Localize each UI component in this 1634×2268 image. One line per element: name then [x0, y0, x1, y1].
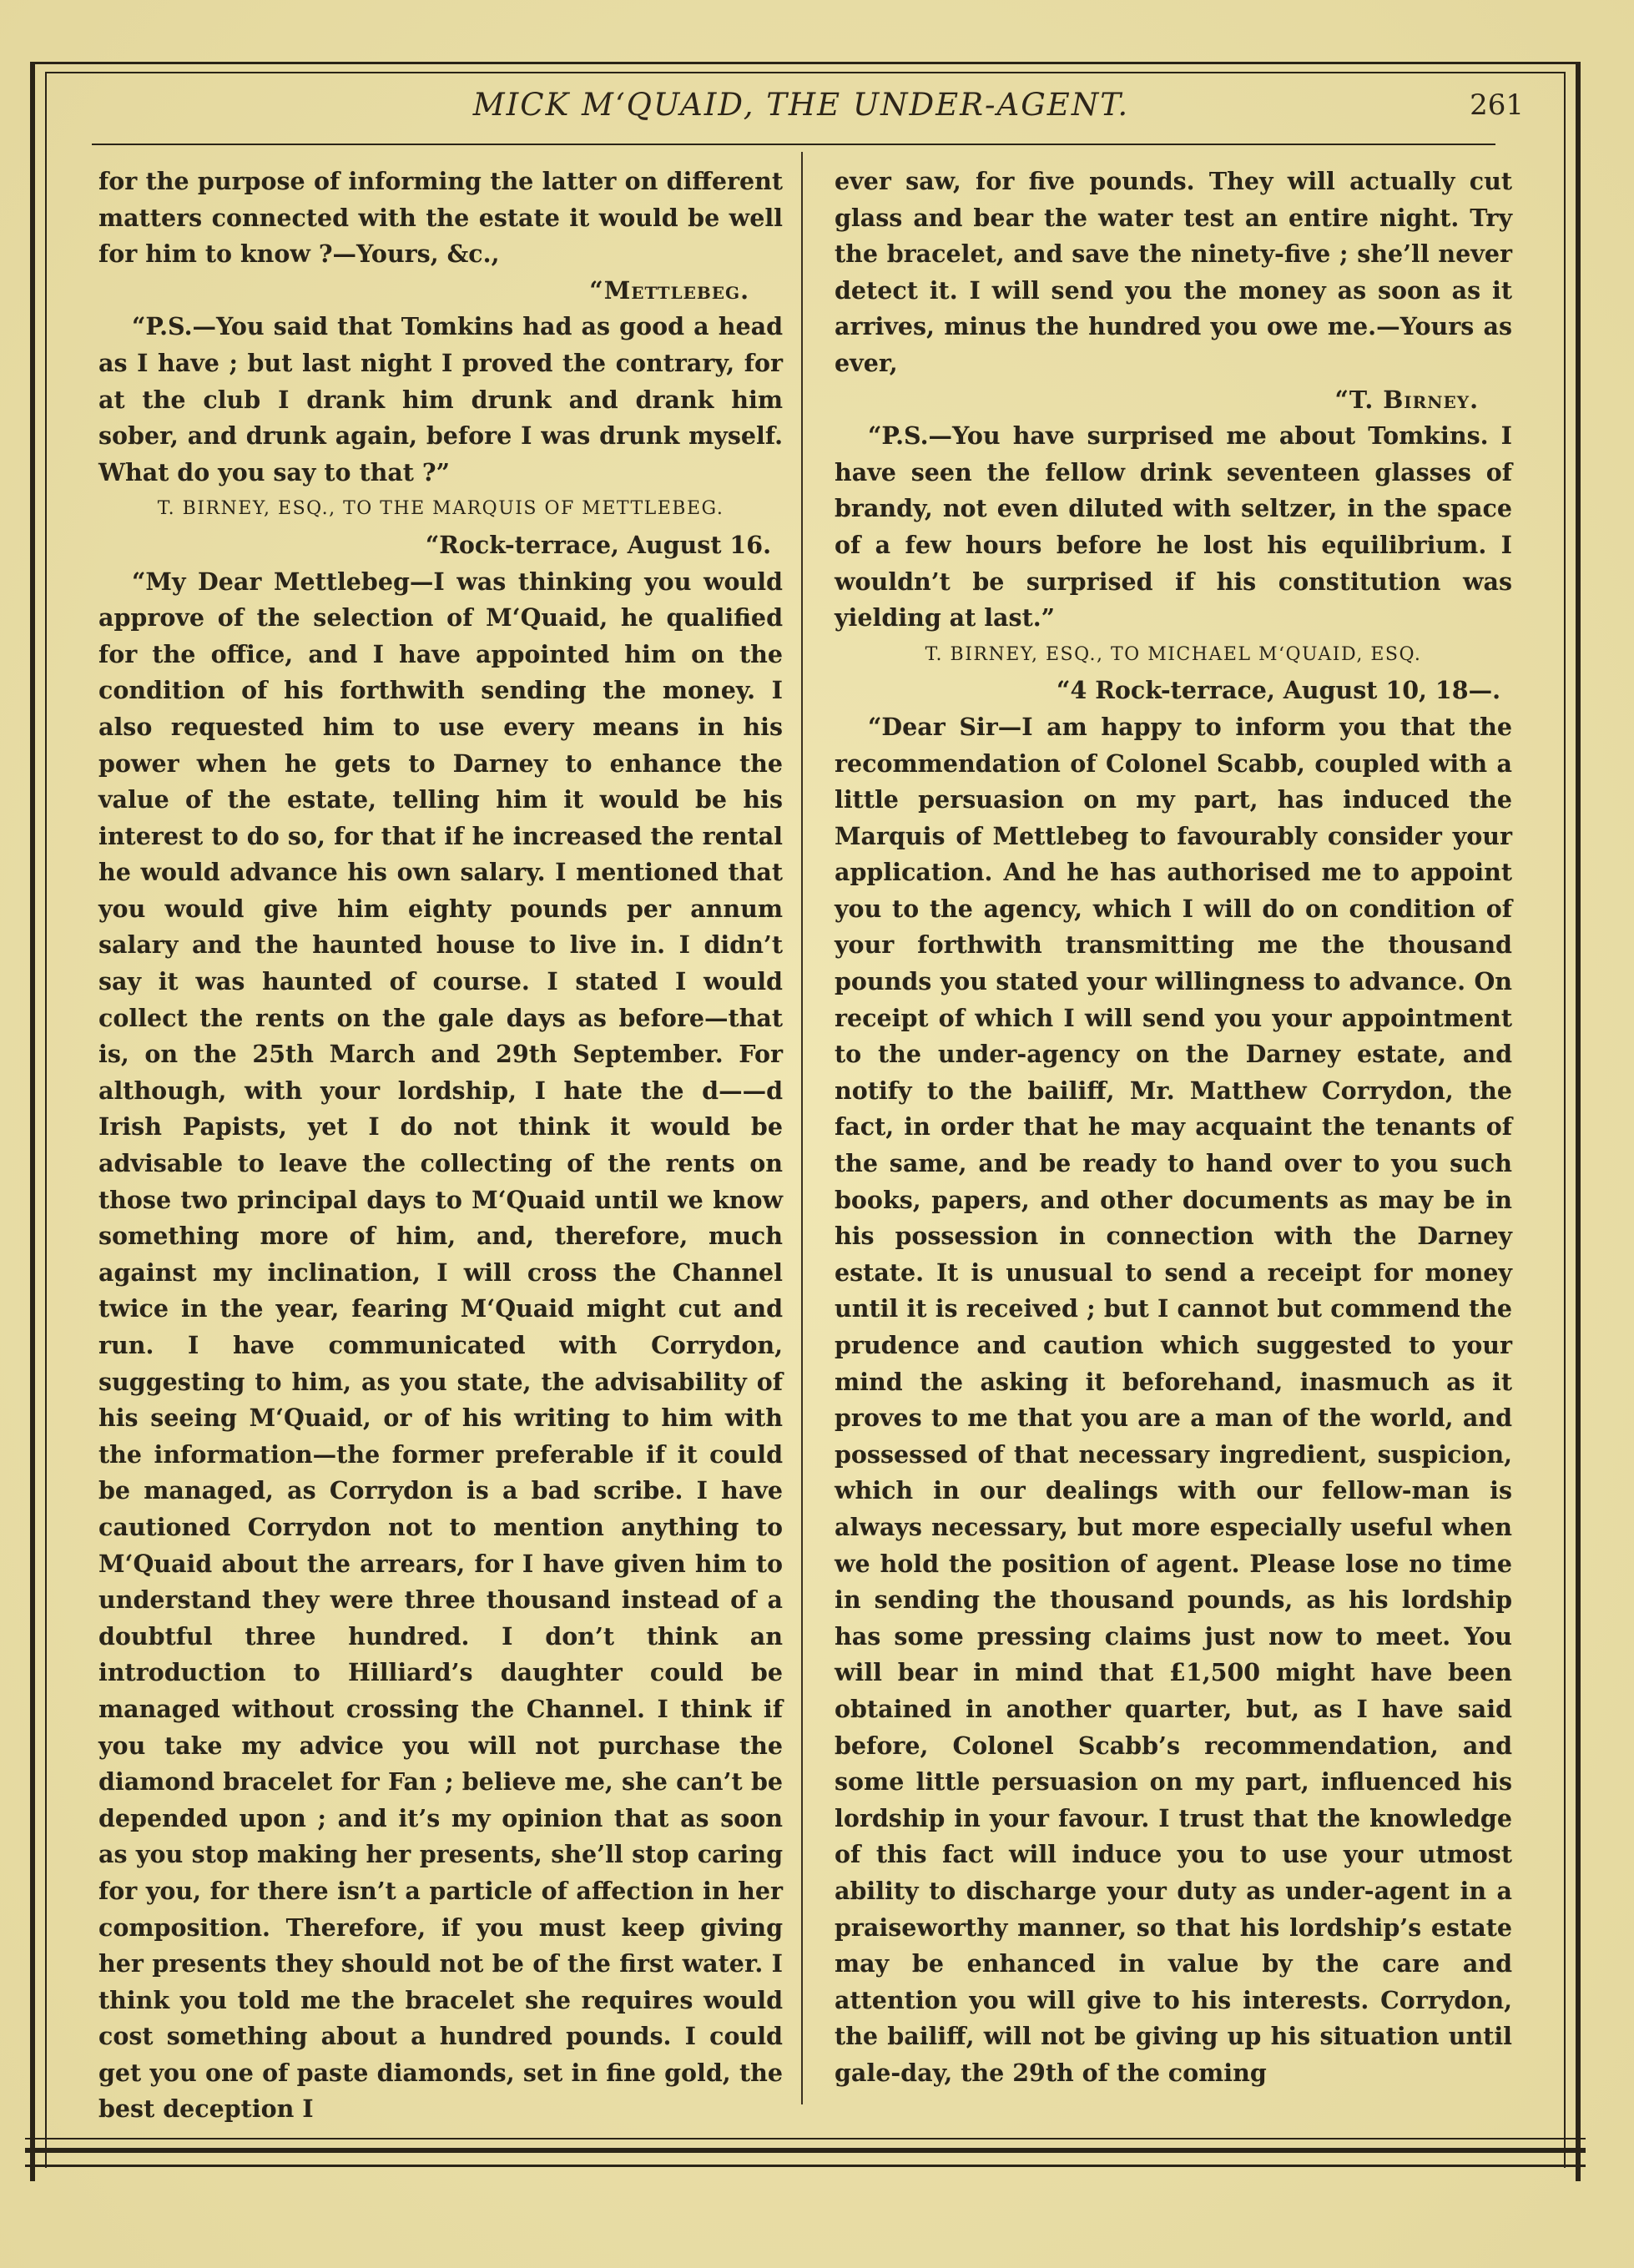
dateline: “Rock-terrace, August 16.	[425, 530, 771, 559]
column-divider	[801, 152, 803, 2104]
right-column	[835, 164, 1512, 2091]
bottom-rule	[25, 2165, 1586, 2167]
signature: “T. Birney.	[1334, 385, 1479, 414]
paragraph: “P.S.—You said that Tomkins had as good a head as I have ; but last night I proved the contrary, for at the club I drank him drunk and drank him sober, and drunk again, before I was drunk myself. What do you say to that ?”	[98, 312, 783, 486]
left-column	[98, 164, 783, 2128]
page-number: 261	[1470, 88, 1524, 122]
page-header	[67, 83, 1536, 137]
paragraph: “Dear Sir—I am happy to inform you that the recommendation of Colonel Scabb, coupled with a little persuasion on my part, has induced the Marquis of Mettlebeg to favourably consider your application. And he has authorised me to appoint you to the agency, which I will do on condition of your forthwith transmitting me the thousand pounds you stated your willingness to advance. On receipt of which I will send you your appointment to the under-agency on the Darney estate, and notify to the bailiff, Mr. Matthew Corrydon, the fact, in order that he may acquaint the tenants of the same, and be ready to hand over to you such books, papers, and other documents as may be in his possession in connection with the Darney estate. It is unusual to send a receipt for money until it is received ; but I cannot but commend the prudence and caution which suggested to your mind the asking it beforehand, inasmuch as it proves to me that you are a man of the world, and possessed of that necessary ingredient, suspicion, which in our dealings with our fellow-man is always necessary, but more especially useful when we hold the position of agent. Please lose no time in sending the thousand pounds, as his lordship has some pressing claims just now to meet. You will bear in mind that £1,500 might have been obtained in another quarter, but, as I have said before, Colonel Scabb’s recommendation, and some little persuasion on my part, influenced his lordship in your favour. I trust that the knowledge of this fact will induce you to use your utmost ability to discharge your duty as under-agent in a praiseworthy manner, so that his lordship’s estate may be enhanced in value by the care and attention you will give to his interests. Corrydon, the bailiff, will not be giving up his situation until gale-day, the 29th of the coming	[835, 712, 1512, 2087]
paragraph: “My Dear Mettlebeg—I was thinking you would approve of the selection of M‘Quaid, he qualified for the office, and I have appointed him on the condition of his forthwith sending the money. I also requested him to use every means in his power when he gets to Darney to enhance the value of the estate, telling him it would be his interest to do so, for that if he increased the rental he would advance his own salary. I mentioned that you would give him eighty pounds per annum salary and the haunted house to live in. I didn’t say it was haunted of course. I stated I would collect the rents on the gale days as before—that is, on the 25th March and 29th September. For although, with your lordship, I hate the d——d Irish Papists, yet I do not think it would be advisable to leave the collecting of the rents on those two principal days to M‘Quaid until we know something more of him, and, therefore, much against my inclination, I will cross the Channel twice in the year, fearing M‘Quaid might cut and run. I have communicated with Corrydon, suggesting to him, as you state, the advisability of his seeing M‘Quaid, or of his writing to him with the information—the former preferable if it could be managed, as Corrydon is a bad scribe. I have cautioned Corrydon not to mention anything to M‘Quaid about the arrears, for I have given him to understand they were three thousand instead of a doubtful three hundred. I don’t think an introduction to Hilliard’s daughter could be managed without crossing the Channel. I think if you take my advice you will not purchase the diamond bracelet for Fan ; believe me, she can’t be depended upon ; and it’s my opinion that as soon as you stop making her presents, she’ll stop caring for you, for there isn’t a particle of affection in her composition. Therefore, if you must keep giving her presents they should not be of the first water. I think you told me the bracelet she requires would cost something about a hundred pounds. I could get you one of paste diamonds, set in fine gold, the best deception I	[98, 567, 783, 2124]
dateline: “4 Rock-terrace, August 10, 18—.	[1057, 676, 1500, 705]
running-title: MICK M‘QUAID, THE UNDER-AGENT.	[472, 87, 1130, 123]
letter-heading: T. BIRNEY, ESQ., TO MICHAEL M‘QUAID, ESQ.	[925, 643, 1422, 665]
bottom-rule	[25, 2138, 1586, 2139]
signature: “Mettlebeg.	[589, 275, 749, 305]
bottom-rule	[25, 2148, 1586, 2153]
paragraph: “P.S.—You have surprised me about Tomkins. I have seen the fellow drink seventeen glasses of brandy, not even diluted with seltzer, in the space of a few hours before he lost his equilibrium. I wouldn’t be surprised if his constitution was yielding at last.”	[835, 421, 1512, 633]
letter-heading: T. BIRNEY, ESQ., TO THE MARQUIS OF METTLEBEG.	[157, 498, 724, 520]
paragraph: for the purpose of informing the latter on different matters connected with the estate it would be well for him to know ?—Yours, &c.,	[98, 167, 783, 269]
header-rule	[92, 144, 1495, 145]
paragraph: ever saw, for five pounds. They will actually cut glass and bear the water test an entire night. Try the bracelet, and save the ninety-five ; she’ll never detect it. I will send you the money as soon as it arrives, minus the hundred you owe me.—Yours as ever,	[835, 167, 1512, 377]
